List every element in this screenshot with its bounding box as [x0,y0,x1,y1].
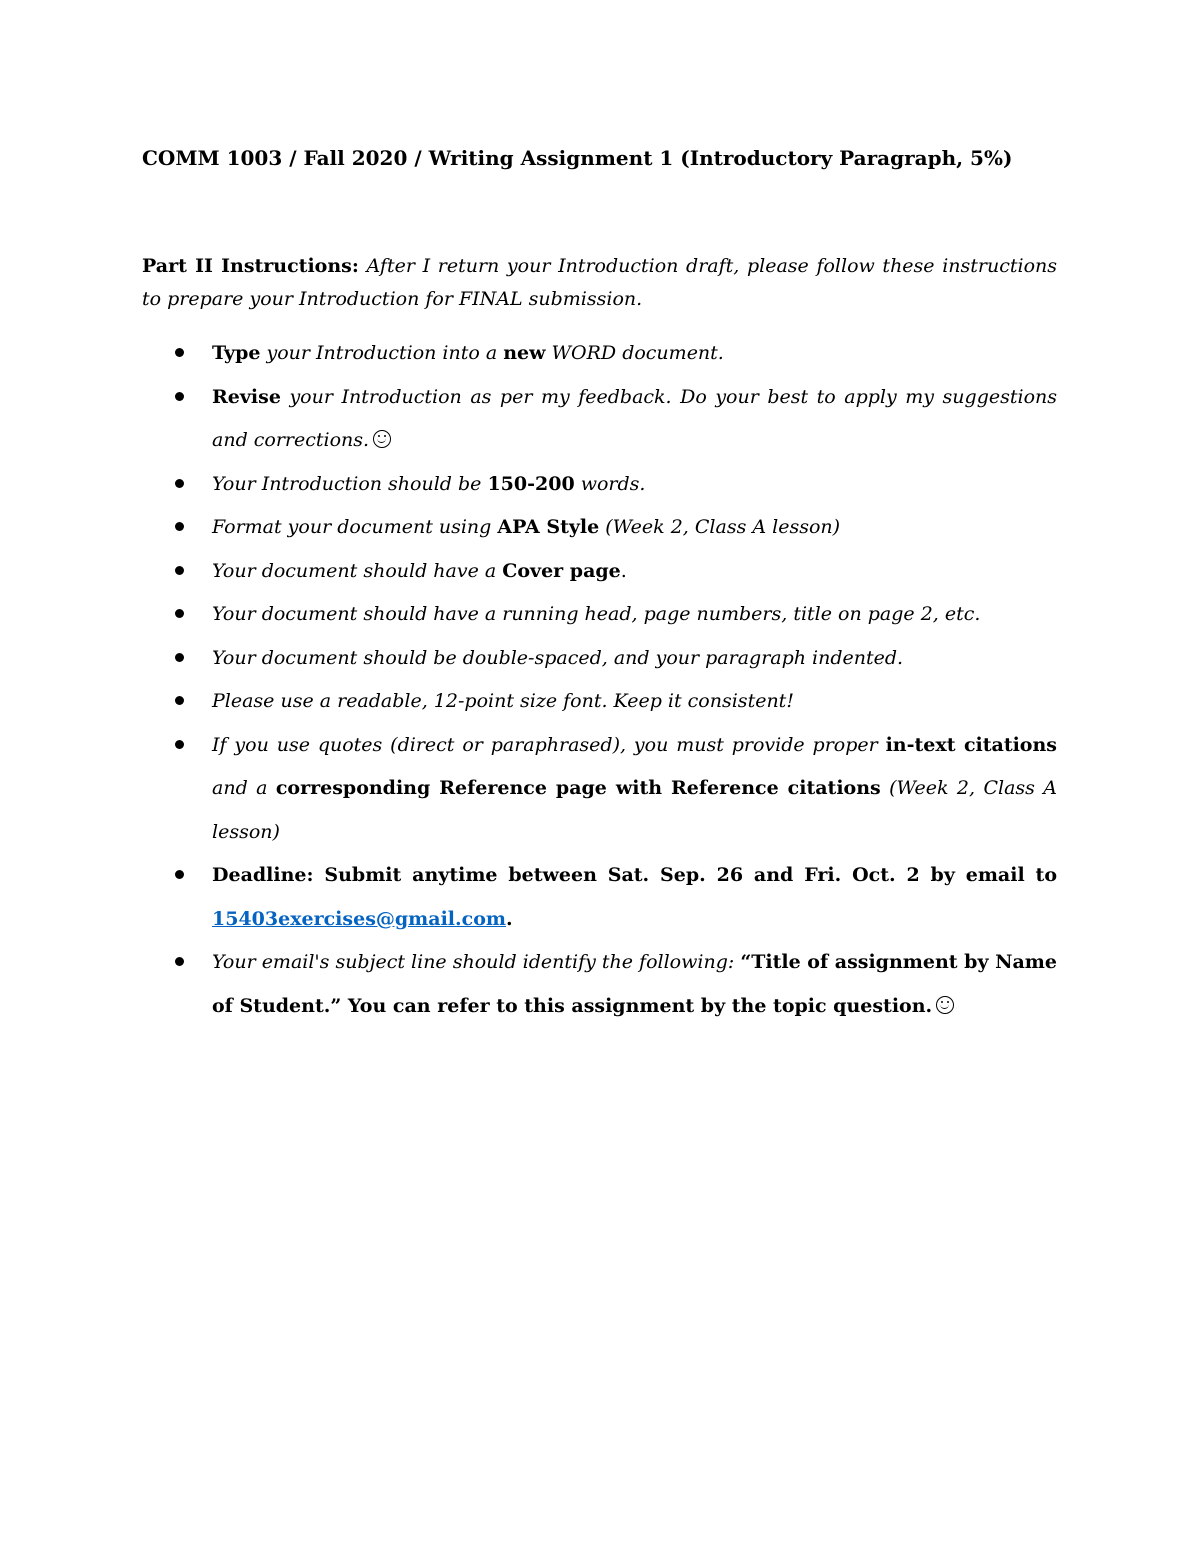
bullet-icon [175,609,184,618]
item-italic-text: Your email's subject line should identify the following: [212,951,741,973]
instructions-intro [142,250,1057,316]
item-italic-text: Please use a readable, 12-point size font. Keep it consistent! [212,690,794,712]
item-bold-text: Revise [212,385,281,408]
bullet-icon [175,522,184,531]
email-link[interactable]: 15403exercises@gmail.com [212,907,506,930]
item-text: . [620,559,627,582]
item-bold-text: . [505,907,513,930]
instructions-list [142,332,1057,1028]
bullet-icon [175,696,184,705]
bullet-icon [175,479,184,488]
list-item [142,376,1057,463]
item-italic-text: WORD document. [545,342,724,364]
item-bold-text: Cover page [502,559,621,582]
list-item [142,680,1057,724]
item-bold-text: corresponding Reference page with Reference citations [275,777,881,799]
list-item [142,506,1057,550]
intro-label: Part II Instructions: [142,255,359,277]
item-italic-text: Format your document using [212,516,498,538]
item-italic-text: words. [574,472,646,495]
list-item [142,941,1057,1028]
item-italic-text: Your Introduction should be [212,472,488,495]
list-item-deadline [142,854,1057,941]
bullet-icon [175,957,184,966]
item-bold-text: “Title of assignment by Name of Student.” You can refer to this assignment by the topic question. [212,951,1057,1017]
item-italic-text: your Introduction as per my feedback. Do your best to apply my suggestions and corrections. [212,385,1057,451]
intro-text: After I return your Introduction draft, please follow these instructions to prepare your Introduction for FINAL submission. [142,255,1058,310]
bullet-icon [175,653,184,662]
smiley-icon [936,996,954,1014]
item-italic-text: Your document should be double-spaced, and your paragraph indented. [212,646,904,669]
item-bold-text: Type [212,342,261,364]
item-italic-text: your Introduction into a [260,342,504,364]
item-italic-text: Your document should have a [212,559,503,582]
document-title: COMM 1003 / Fall 2020 / Writing Assignment 1 (Introductory Paragraph, 5%) [142,146,1013,170]
smiley-icon [373,430,391,448]
bullet-icon [175,740,184,749]
list-item [142,637,1057,681]
item-italic-text: (Week 2, Class A lesson) [212,777,1058,843]
item-bold-text: APA Style [497,516,600,538]
bullet-icon [175,870,184,879]
deadline-text: Deadline: Submit anytime between Sat. Sep. 26 and Fri. Oct. 2 by email to [212,864,1057,886]
item-italic-text: If you use quotes (direct or paraphrased), you must provide proper [212,733,886,756]
bullet-icon [175,348,184,357]
list-item [142,463,1057,507]
bullet-icon [175,566,184,575]
list-item [142,593,1057,637]
list-item [142,724,1057,855]
bullet-icon [175,392,184,401]
item-bold-text: in-text citations [885,733,1057,756]
item-italic-text: and a [212,777,276,799]
list-item [142,550,1057,594]
item-italic-text: Your document should have a running head, page numbers, title on page 2, etc. [212,603,981,625]
item-italic-text: (Week 2, Class A lesson) [599,516,841,538]
item-bold-text: 150-200 [487,472,575,495]
list-item [142,332,1057,376]
item-bold-text: new [503,342,546,364]
